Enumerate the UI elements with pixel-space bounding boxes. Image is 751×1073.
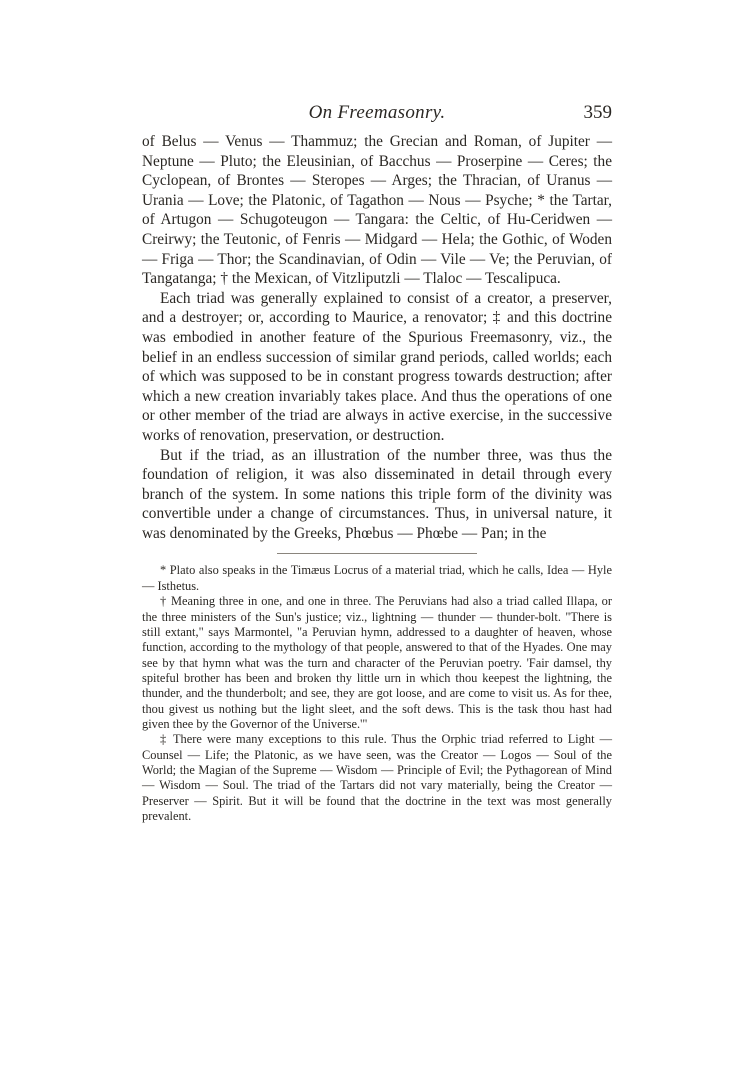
footnote-divider [277,553,477,554]
body-text [142,132,612,543]
footnotes [142,563,612,824]
paragraph-number-three: But if the triad, as an illustration of the number three, was thus the foundation of religion, it was also disseminated in detail through every branch of the system. In some nations this triple form of the divinity was convertible under a change of circumstances. Thus, in universal nature, it was denominated by the Greeks, Phœbus — Phœbe — Pan; in the [142,446,612,542]
footnote-dagger: † Meaning three in one, and one in three. The Peruvians had also a triad called Illapa, or the three ministers of the Sun's justice; viz., lightning — thunder — thunder-bolt. "There is still extant," says Marmontel, "a Peruvian hymn, addressed to a daughter of heaven, whose function, according to the mythology of that people, answered to that of the Hyades. One may see by that hymn what was the turn and character of the Peruvian poetry. 'Fair damsel, thy spiteful brother has been and broken thy little urn in which thou keepest the lightning, the thunder, and the thunderbolt; and see, they are got loose, and are come to visit us. As for thee, thou givest us nothing but the light sleet, and the soft dews. This is the task thou hast had given thee by the Governor of the Universe.'" [142,594,612,731]
paragraph-creator-preserver-destroyer: Each triad was generally explained to consist of a creator, a preserver, and a destroyer; or, according to Maurice, a renovator; ‡ and this doctrine was embodied in another feature of the Spurious Freemasonry, viz., the belief in an endless succession of similar grand periods, called worlds; each of which was supposed to be in constant progress towards destruction; after which a new creation invariably takes place. And thus the operations of one or other member of the triad are always in active exercise, in the successive works of renovation, preservation, or destruction. [142,289,612,444]
running-title: On Freemasonry. [308,102,446,123]
page-number: 359 [583,102,612,123]
paragraph-triads-list: of Belus — Venus — Thammuz; the Grecian and Roman, of Jupiter — Neptune — Pluto; the Eleusinian, of Bacchus — Proserpine — Ceres; the Cyclopean, of Brontes — Steropes — Arges; the Thracian, of Uranus — Urania — Love; the Platonic, of Tagathon — Nous — Psyche; * the Tartar, of Artugon — Schugoteugon — Tangara: the Celtic, of Hu-Ceridwen — Creirwy; the Teutonic, of Fenris — Midgard — Hela; the Gothic, of Woden — Friga — Thor; the Scandinavian, of Odin — Vile — Ve; the Peruvian, of Tangatanga; † the Mexican, of Vitzliputzli — Tlaloc — Tescalipuca. [142,133,612,288]
book-page [142,100,612,824]
running-head [142,100,612,128]
footnote-asterisk: * Plato also speaks in the Timæus Locrus of a material triad, which he calls, Idea — Hyle — Isthetus. [142,563,612,593]
footnote-double-dagger: ‡ There were many exceptions to this rule. Thus the Orphic triad referred to Light — Counsel — Life; the Platonic, as we have seen, was the Creator — Logos — Soul of the World; the Magian of the Supreme — Wisdom — Principle of Evil; the Pythagorean of Mind — Wisdom — Soul. The triad of the Tartars did not vary materially, being the Creator — Preserver — Spirit. But it will be found that the doctrine in the text was most generally prevalent. [142,732,612,823]
